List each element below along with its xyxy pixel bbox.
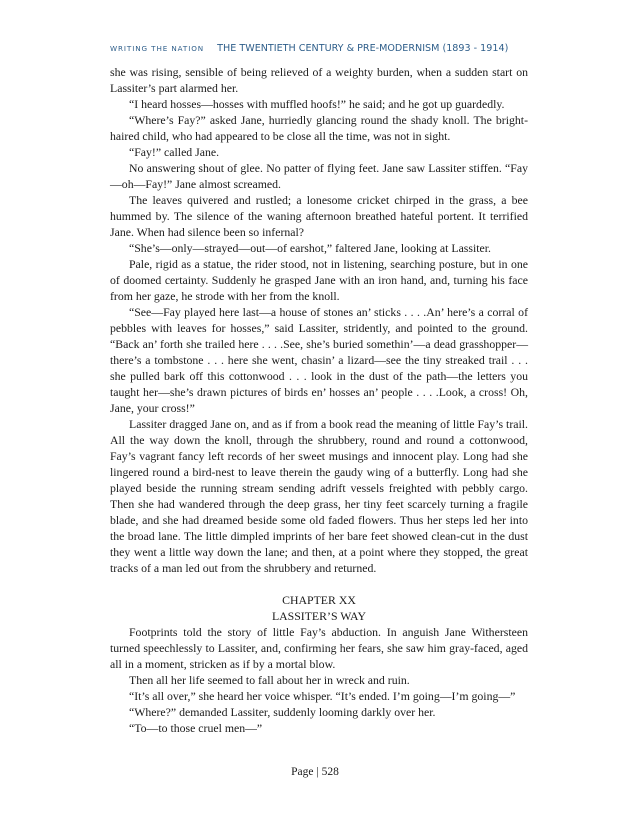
paragraph: “It’s all over,” she heard her voice whisper. “It’s ended. I’m going—I’m going—” [129,689,516,703]
chapter-heading [110,592,528,624]
chapter-title: LASSITER’S WAY [271,609,367,623]
paragraph: “Fay!” called Jane. [129,145,220,159]
series-title: WRITING THE NATION [110,44,205,53]
paragraph: “Where?” demanded Lassiter, suddenly looming darkly over her. [129,705,436,719]
paragraph: “I heard hosses—hosses with muffled hoofs!” he said; and he got up guardedly. [129,97,505,111]
paragraph: she was rising, sensible of being relieved of a weighty burden, when a sudden start on Lassiter’s part alarmed her. [110,65,528,95]
page-number: Page | 528 [291,766,339,778]
paragraph: Footprints told the story of little Fay’s abduction. In anguish Jane Withersteen turned speechlessly to Lassiter, and, confirming her fears, she saw him gray-faced, aged all in a moment, stricken as if by a mortal blow. [110,625,528,671]
paragraph: Then all her life seemed to fall about her in wreck and ruin. [129,673,410,687]
page-body [110,64,528,736]
paragraph: “See—Fay played here last—a house of stones an’ sticks . . . .An’ here’s a corral of pebbles with leaves for hosses,” said Lassiter, stridently, and pointed to the ground. “Back an’ forth she trailed here . . . .See, she’s buried somethin’—a dead grasshopper—there’s a tombstone . . . here she went, chasin’ a lizard—see the tiny streaked trail . . . she pulled bark off this cottonwood . . . look in the dust of the path—the letters you taught her—she’s drawn pictures of birds en’ hosses an’ people . . . .Look, a cross! Oh, Jane, your cross!” [110,305,528,415]
paragraph: The leaves quivered and rustled; a lonesome cricket chirped in the grass, a bee hummed by. The silence of the waning afternoon breathed hateful portent. It terrified Jane. When had silence been so infernal? [110,193,528,239]
paragraph: “Where’s Fay?” asked Jane, hurriedly glancing round the shady knoll. The bright-haired child, who had appeared to be close all the time, was not in sight. [110,113,528,143]
running-header [110,40,530,55]
paragraph: No answering shout of glee. No patter of flying feet. Jane saw Lassiter stiffen. “Fay—oh—Fay!” Jane almost screamed. [110,161,528,191]
chapter-number: CHAPTER XX [282,593,356,607]
paragraph: “She’s—only—strayed—out—of earshot,” faltered Jane, looking at Lassiter. [129,241,492,255]
paragraph: Lassiter dragged Jane on, and as if from a book read the meaning of little Fay’s trail. All the way down the knoll, through the shrubbery, round and round a cottonwood, Fay’s vagrant fancy left records of her sweet musings and innocent play. Long had she lingered round a bird-nest to leave therein the gaudy wing of a butterfly. Long had she played beside the running stream sending adrift vessels freighted with pebbly cargo. Then she had wandered through the deep grass, her tiny feet scarcely turning a fragile blade, and she had dreamed beside some old faded flowers. Thus her steps led her into the broad lane. The little dimpled imprints of her bare feet showed clean-cut in the dust they went a little way down the lane; and then, at a point where they stopped, the great tracks of a man led out from the shrubbery and returned. [110,417,528,575]
volume-title: THE TWENTIETH CENTURY & PRE-MODERNISM (1893 - 1914) [217,43,509,54]
paragraph: Pale, rigid as a statue, the rider stood, not in listening, searching posture, but in one of doomed certainty. Suddenly he grasped Jane with an iron hand, and, turning his face from her gaze, he strode with her from the knoll. [110,257,528,303]
paragraph: “To—to those cruel men—” [129,721,263,735]
